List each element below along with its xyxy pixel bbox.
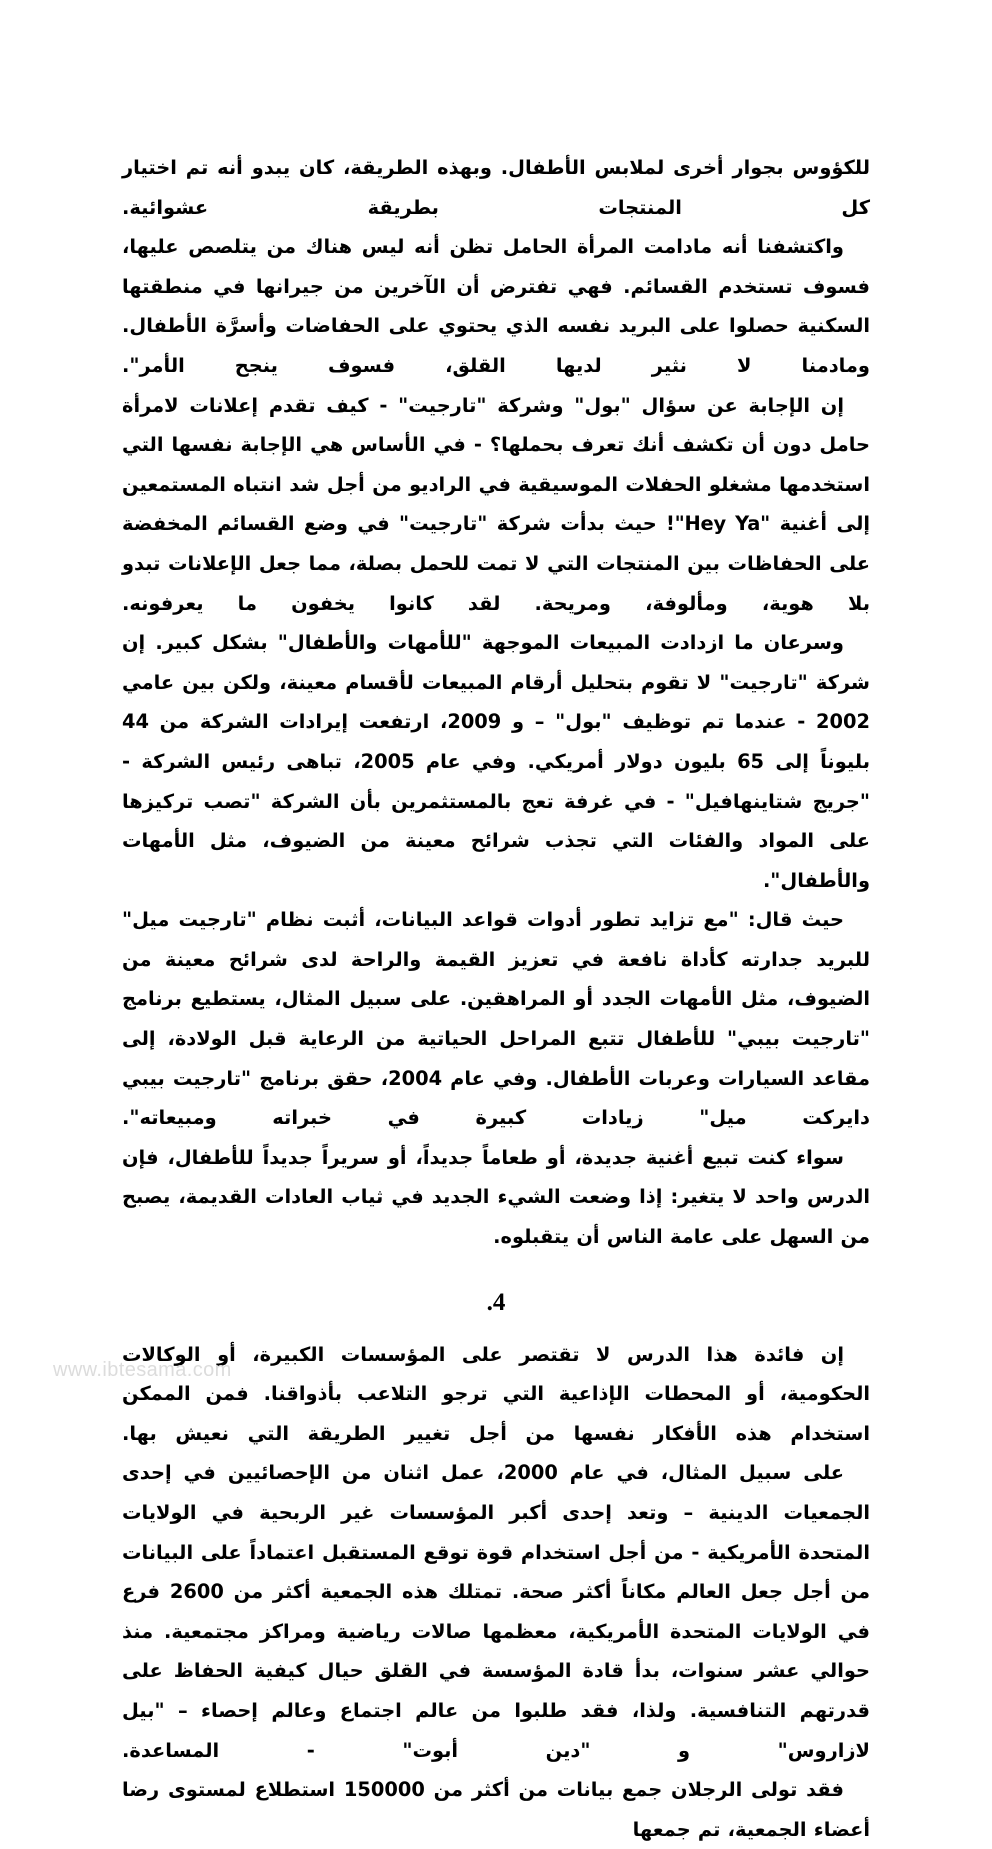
site-watermark: www.ibtesama.com xyxy=(53,1359,232,1381)
page-content xyxy=(122,148,870,1849)
paragraph: وسرعان ما ازدادت المبيعات الموجهة "للأمهات والأطفال" بشكل كبير. إن شركة "تارجيت" لا تقوم بتحليل أرقام المبيعات لأقسام معينة، ولكن بين عامي 2002 - عندما تم توظيف "بول" – و 2009، ارتفعت إيرادات الشركة من 44 بليوناً إلى 65 بليون دولار أمريكي. وفي عام 2005، تباهى رئيس الشركة - "جريج شتاينهافيل" - في غرفة تعج بالمستثمرين بأن الشركة "تصب تركيزها على المواد والفئات التي تجذب شرائح معينة من الضيوف، مثل الأمهات والأطفال". xyxy=(122,631,870,892)
paragraph: للكؤوس بجوار أخرى لملابس الأطفال. وبهذه الطريقة، كان يبدو أنه تم اختيار كل المنتجات بطريقة عشوائية. xyxy=(122,156,870,219)
paragraph: فقد تولى الرجلان جمع بيانات من أكثر من 150000 استطلاع لمستوى رضا أعضاء الجمعية، تم جمعها xyxy=(122,1778,870,1841)
paragraph: واكتشفنا أنه مادامت المرأة الحامل تظن أنه ليس هناك من يتلصص عليها، فسوف تستخدم القسائم. فهي تفترض أن الآخرين من جيرانها في منطقتها السكنية حصلوا على البريد نفسه الذي يحتوي على الحفاضات وأسرَّة الأطفال. ومادمنا لا نثير لديها القلق، فسوف ينجح الأمر". xyxy=(122,235,870,377)
paragraph: حيث قال: "مع تزايد تطور أدوات قواعد البيانات، أثبت نظام "تارجيت ميل" للبريد جدارته كأداة نافعة في تعزيز القيمة والراحة لدى شرائح معينة من الضيوف، مثل الأمهات الجدد أو المراهقين. على سبيل المثال، يستطيع برنامج "تارجيت بيبي" للأطفال تتبع المراحل الحياتية من الرعاية قبل الولادة، إلى مقاعد السيارات وعربات الأطفال. وفي عام 2004، حقق برنامج "تارجيت بيبي دايركت ميل" زيادات كبيرة في خبراته ومبيعاته". xyxy=(122,908,870,1130)
paragraph: على سبيل المثال، في عام 2000، عمل اثنان من الإحصائيين في إحدى الجمعيات الدينية – وتعد إحدى أكبر المؤسسات غير الربحية في الولايات المتحدة الأمريكية - من أجل استخدام قوة توقع المستقبل اعتماداً على البيانات من أجل جعل العالم مكاناً أكثر صحة. تمتلك هذه الجمعية أكثر من 2600 فرع في الولايات المتحدة الأمريكية، معظمها صالات رياضية ومراكز مجتمعية. منذ حوالي عشر سنوات، بدأ قادة المؤسسة في القلق حيال كيفية الحفاظ على قدرتهم التنافسية. ولذا، فقد طلبوا من عالم اجتماع وعالم إحصاء – "بيل لازاروس" و "دين أبوت" - المساعدة. xyxy=(122,1461,870,1762)
paragraph: سواء كنت تبيع أغنية جديدة، أو طعاماً جديداً، أو سريراً جديداً للأطفال، فإن الدرس واحد لا يتغير: إذا وضعت الشيء الجديد في ثياب العادات القديمة، يصبح من السهل على عامة الناس أن يتقبلوه. xyxy=(122,1145,870,1249)
section-heading: .4 xyxy=(486,1288,506,1316)
paragraph: إن فائدة هذا الدرس لا تقتصر على المؤسسات الكبيرة، أو الوكالات الحكومية، أو المحطات الإذاعية التي ترجو التلاعب بأذواقنا. فمن الممكن استخدام هذه الأفكار نفسها من أجل تغيير الطريقة التي نعيش بها. xyxy=(122,1342,870,1445)
paragraph: إن الإجابة عن سؤال "بول" وشركة "تارجيت" - كيف تقدم إعلانات لامرأة حامل دون أن تكشف أنك تعرف بحملها؟ - في الأساس هي الإجابة نفسها التي استخدمها مشغلو الحفلات الموسيقية في الراديو من أجل شد انتباه المستمعين إلى أغنية "Hey Ya"! حيث بدأت شركة "تارجيت" في وضع القسائم المخفضة على الحفاظات بين المنتجات التي لا تمت للحمل بصلة، مما جعل الإعلانات تبدو بلا هوية، ومألوفة، ومريحة. لقد كانوا يخفون ما يعرفونه. xyxy=(122,393,870,615)
